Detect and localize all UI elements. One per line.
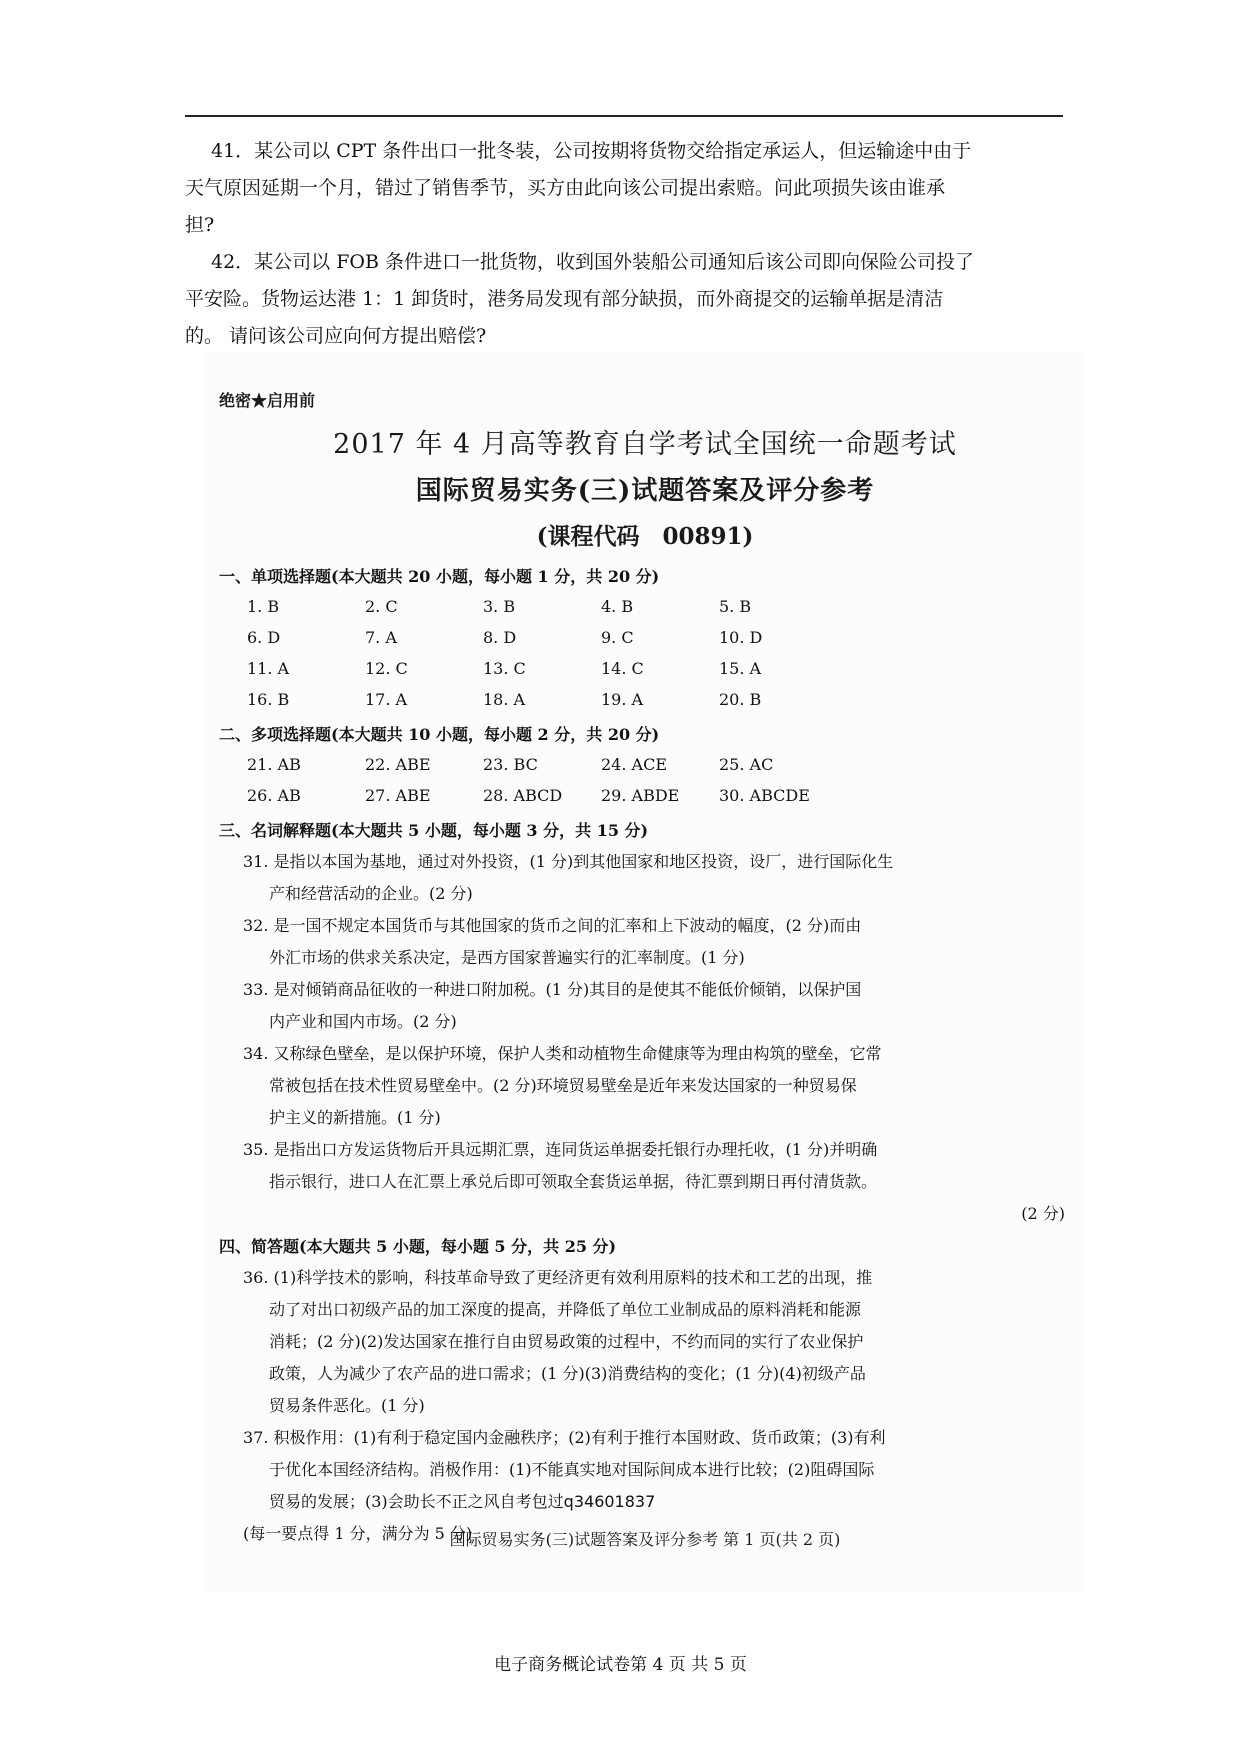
exam-title: 2017 年 4 月高等教育自学考试全国统一命题考试 [333,429,957,460]
question-42 [185,244,1070,355]
answer-cell: 8. D [483,628,517,647]
answer-line [243,1486,1073,1518]
answer-cell: 24. ACE [601,755,668,774]
answer-cell: 21. AB [247,755,301,774]
top-rule [185,115,1063,117]
answer-line: 36. (1)科学技术的影响，科技革命导致了更经济更有效利用原料的技术和工艺的出现，推 [243,1268,873,1287]
course-code: (课程代码 00891) [536,523,754,550]
answer-cell: 15. A [719,659,762,678]
section-short-answer: 四、简答题(本大题共 5 小题，每小题 5 分，共 25 分) [219,1237,617,1256]
answer-line: 动了对出口初级产品的加工深度的提高，并降低了单位工业制成品的原料消耗和能源 [269,1300,862,1319]
answer-line: 内产业和国内市场。(2 分) [269,1012,457,1031]
answer-line: 护主义的新措施。(1 分) [269,1108,441,1127]
answer-line: 于优化本国经济结构。消极作用：(1)不能真实地对国际间成本进行比较；(2)阻碍国际 [269,1460,875,1479]
question-line: 41．某公司以 CPT 条件出口一批冬装，公司按期将货物交给指定承运人，但运输途中由于 [211,140,972,162]
answer-cell: 29. ABDE [601,786,680,805]
answer-cell: 25. AC [719,755,774,774]
answer-line: 37. 积极作用：(1)有利于稳定国内金融秩序；(2)有利于推行本国财政、货币政策；(3)有利 [243,1428,886,1447]
answer-line: 产和经营活动的企业。(2 分) [269,884,473,903]
answer-cell: 28. ABCD [483,786,563,805]
answer-cell: 11. A [247,659,290,678]
answer-cell: 19. A [601,690,644,709]
answer-cell: 30. ABCDE [719,786,810,805]
answer-cell: 9. C [601,628,634,647]
question-line: 平安险。货物运达港 1：1 卸货时，港务局发现有部分缺损，而外商提交的运输单据是清洁 [185,288,944,310]
answer-cell: 26. AB [247,786,301,805]
answer-cell: 14. C [601,659,644,678]
answer-cell: 4. B [601,597,634,616]
answer-line: 消耗；(2 分)(2)发达国家在推行自由贸易政策的过程中，不约而同的实行了农业保护 [269,1332,864,1351]
answer-text: 贸易的发展；(3)会助长不正之风 [269,1492,500,1511]
answer-cell: 13. C [483,659,526,678]
answer-title: 国际贸易实务(三)试题答案及评分参考 [415,476,875,506]
answer-line: 常被包括在技术性贸易壁垒中。(2 分)环境贸易壁垒是近年来发达国家的一种贸易保 [269,1076,857,1095]
question-line: 42．某公司以 FOB 条件进口一批货物，收到国外装船公司通知后该公司即向保险公司投了 [211,251,974,273]
answer-line: 指示银行，进口人在汇票上承兑后即可领取全套货运单据，待汇票到期日再付清货款。 [269,1172,878,1191]
answer-line: 贸易条件恶化。(1 分) [269,1396,425,1415]
confidential-label: 绝密★启用前 [219,391,316,410]
answer-cell: 23. BC [483,755,538,774]
answer-line: 33. 是对倾销商品征收的一种进口附加税。(1 分)其目的是使其不能低价倾销，以保护国 [243,980,862,999]
question-41 [185,133,1070,244]
inner-page-footer: 国际贸易实务(三)试题答案及评分参考 第 1 页(共 2 页) [449,1530,841,1549]
answer-cell: 18. A [483,690,526,709]
answer-cell: 20. B [719,690,762,709]
section-single-choice: 一、单项选择题(本大题共 20 小题，每小题 1 分，共 20 分) [219,567,660,586]
answer-line: 34. 又称绿色壁垒，是以保护环境，保护人类和动植物生命健康等为理由构筑的壁垒，它常 [243,1044,882,1063]
answer-cell: 10. D [719,628,763,647]
answer-sheet-image [205,352,1085,1592]
answer-line: 政策，人为减少了农产品的进口需求；(1 分)(3)消费结构的变化；(1 分)(4)初级产品 [269,1364,866,1383]
answer-cell: 5. B [719,597,752,616]
answer-cell: 3. B [483,597,516,616]
answer-line: 32. 是一国不规定本国货币与其他国家的货币之间的汇率和上下波动的幅度，(2 分)而由 [243,916,862,935]
question-line: 担? [185,214,215,236]
answer-line: (每一要点得 1 分，满分为 5 分) [243,1524,473,1543]
question-line: 天气原因延期一个月，错过了销售季节，买方由此向该公司提出索赔。问此项损失该由谁承 [185,177,946,199]
answer-cell: 17. A [365,690,408,709]
short-answers [243,1262,1073,1550]
answer-cell: 22. ABE [365,755,431,774]
answer-line: 35. 是指出口方发运货物后开具远期汇票，连同货运单据委托银行办理托收，(1 分)并明确 [243,1140,878,1159]
answer-line: 31. 是指以本国为基地，通过对外投资，(1 分)到其他国家和地区投资，设厂，进行国际化生 [243,852,894,871]
answer-cell: 6. D [247,628,281,647]
question-line: 的。 请问该公司应向何方提出赔偿? [185,325,487,347]
answer-cell: 16. B [247,690,290,709]
answer-cell: 2. C [365,597,398,616]
section-multi-choice: 二、多项选择题(本大题共 10 小题，每小题 2 分，共 20 分) [219,725,660,744]
answer-line: 外汇市场的供求关系决定，是西方国家普遍实行的汇率制度。(1 分) [269,948,745,967]
answer-line: (2 分) [1021,1204,1065,1223]
answer-cell: 1. B [247,597,280,616]
contact-handle: 自考包过q34601837 [499,1492,656,1511]
section-terms: 三、名词解释题(本大题共 5 小题，每小题 3 分，共 15 分) [219,821,649,840]
terms-answers [243,846,1073,1230]
answer-cell: 7. A [365,628,397,647]
page-footer: 电子商务概论试卷第 4 页 共 5 页 [494,1655,747,1675]
answer-cell: 12. C [365,659,408,678]
answer-cell: 27. ABE [365,786,431,805]
